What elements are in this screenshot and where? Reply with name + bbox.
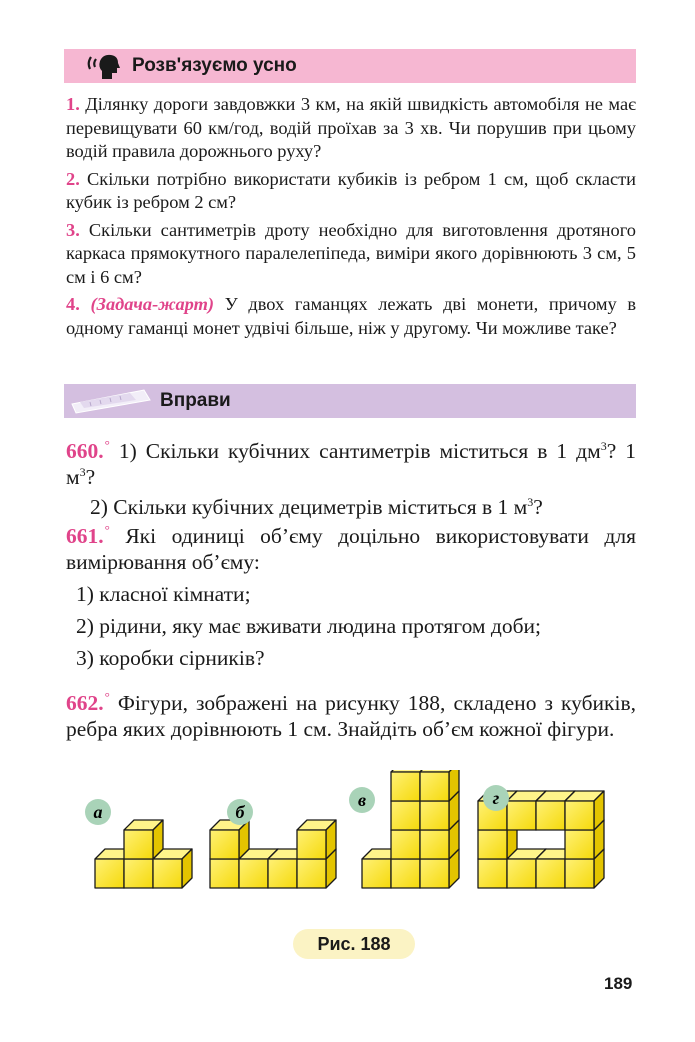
exercise-662 [66, 684, 636, 742]
exercise-text: Фігури, зображені на рисунку 188, складено з кубиків, ребра яких дорівнюють 1 см. Знайдіть об’єм кожної фігури. [66, 691, 636, 741]
speaking-head-icon [86, 51, 122, 81]
exercise-text: ? [533, 495, 543, 519]
oral-problem-3 [66, 219, 636, 290]
figure-188 [0, 770, 695, 930]
figure-label-text: а [93, 802, 103, 822]
oral-section-header [64, 49, 636, 83]
exercise-number: 662. [66, 691, 104, 715]
figure-caption: Рис. 188 [293, 929, 415, 959]
problem-number: 1. [66, 94, 80, 114]
figure-label-v [349, 787, 375, 813]
exercise-662-statement [66, 684, 636, 742]
unit-cube [210, 820, 249, 859]
ruler-pencil-icon [70, 386, 152, 416]
exercise-number: 661. [66, 524, 104, 548]
problem-number: 4. [66, 294, 80, 314]
exercise-text: 2) Скільки кубічних дециметрів міститься в 1 м [90, 495, 528, 519]
unit-cube [153, 849, 192, 888]
unit-cube [420, 770, 459, 801]
exercise-661-item-3: 3) коробки сірників? [76, 646, 265, 670]
degree-mark: ° [104, 522, 110, 537]
page-number: 189 [604, 974, 633, 993]
exercise-661 [66, 517, 636, 671]
exercise-number: 660. [66, 439, 104, 463]
oral-problems [66, 93, 636, 344]
exercise-text: ? 1 м [66, 439, 636, 489]
figure-label-g [483, 785, 509, 811]
joke-tag: (Задача-жарт) [90, 294, 215, 314]
exercise-661-statement [66, 517, 636, 575]
cube-figures [95, 770, 604, 888]
problem-number: 2. [66, 168, 80, 189]
oral-problem-1 [66, 93, 636, 164]
exercise-text: 1) Скільки кубічних сантиметрів міститься в 1 дм [109, 439, 601, 463]
exponent: 3 [527, 494, 534, 509]
figure-label-b [227, 799, 253, 825]
problem-number: 3. [66, 219, 80, 240]
exponent: 3 [79, 464, 86, 479]
unit-cube [297, 820, 336, 859]
figure-label-text: г [492, 788, 500, 808]
exercise-660 [66, 432, 636, 520]
problem-text: Ділянку дороги завдовжки 3 км, на якій швидкість автомобіля не має перевищувати 60 км/год, водій проїхав за 3 хв. Чи порушив при цьому водій правила дорожнього руху? [66, 94, 636, 161]
degree-mark: ° [104, 437, 110, 452]
exercise-661-item-1: 1) класної кімнати; [76, 582, 251, 606]
problem-text: Скільки потрібно використати кубиків із ребром 1 см, щоб скласти кубик із ребром 2 см? [66, 168, 636, 212]
exercise-text: Які одиниці об’єму доцільно використовувати для вимірювання об’єму: [66, 524, 636, 574]
oral-problem-2 [66, 168, 636, 215]
exercises-section-header [64, 384, 636, 418]
degree-mark: ° [104, 689, 110, 704]
unit-cube [565, 791, 604, 830]
exercise-660-part-1 [66, 432, 636, 490]
exercise-text: ? [85, 465, 96, 489]
problem-text: Скільки сантиметрів дроту необхідно для виготовлення дротяного каркаса прямокутного паралелепіпеда, виміри якого дорівнюють 3 см, 5 см і 6 см? [66, 219, 636, 287]
problem-text: У двох гаманцях лежать дві монети, причому в одному гаманці монет удвічі більше, ніж у другому. Чи можливе таке? [66, 294, 636, 338]
figure-label-text: б [235, 802, 245, 822]
oral-problem-4 [66, 293, 636, 340]
exercise-661-item-2: 2) рідини, яку має вживати людина протягом доби; [76, 614, 542, 638]
exercises-section-title: Вправи [160, 390, 231, 411]
figure-label-text: в [357, 790, 367, 810]
oral-section-title: Розв'язуємо усно [132, 55, 297, 76]
unit-cube [124, 820, 163, 859]
exponent: 3 [600, 438, 607, 453]
figure-label-a [85, 799, 111, 825]
